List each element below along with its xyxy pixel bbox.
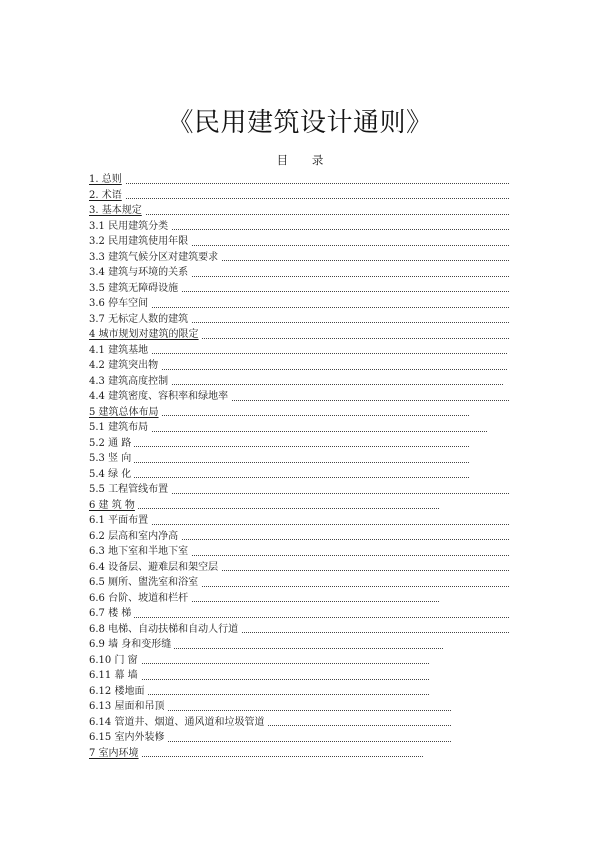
toc-entry-label: 6.1 平面布置	[89, 513, 151, 529]
toc-section-entry[interactable]	[89, 219, 509, 235]
toc-entry-label: 6.14 管道井、烟道、通风道和垃圾管道	[89, 715, 267, 731]
toc-entry-label: 3.4 建筑与环境的关系	[89, 265, 191, 281]
toc-entry-label: 3.1 民用建筑分类	[89, 219, 171, 235]
toc-section-entry[interactable]	[89, 234, 509, 250]
toc-entry-label: 6 建 筑 物	[89, 498, 138, 514]
toc-entry-label: 5.4 绿 化	[89, 467, 134, 483]
toc-entry-label: 6.4 设备层、避难层和架空层	[89, 560, 221, 576]
toc-entry-label: 2. 术语	[89, 188, 125, 204]
toc-section-entry[interactable]	[89, 637, 509, 653]
toc-chapter-entry[interactable]	[89, 203, 509, 219]
toc-section-entry[interactable]	[89, 451, 509, 467]
toc-section-entry[interactable]	[89, 312, 509, 328]
toc-section-entry[interactable]	[89, 606, 509, 622]
toc-entry-label: 6.12 楼地面	[89, 684, 147, 700]
toc-section-entry[interactable]	[89, 358, 509, 374]
toc-entry-label: 3.2 民用建筑使用年限	[89, 234, 191, 250]
dot-leader	[89, 617, 509, 618]
toc-entry-label: 6.11 幕 墙	[89, 668, 141, 684]
dot-leader	[89, 307, 509, 308]
toc-section-entry[interactable]	[89, 591, 509, 607]
toc-entry-label: 6.8 电梯、自动扶梯和自动人行道	[89, 622, 241, 638]
toc-entry-label: 5.3 竖 向	[89, 451, 134, 467]
toc-section-entry[interactable]	[89, 622, 509, 638]
toc-section-entry[interactable]	[89, 343, 509, 359]
toc-section-entry[interactable]	[89, 668, 509, 684]
toc-section-entry[interactable]	[89, 513, 509, 529]
toc-entry-label: 6.2 层高和室内净高	[89, 529, 181, 545]
toc-entry-label: 3.5 建筑无障碍设施	[89, 281, 181, 297]
toc-section-entry[interactable]	[89, 653, 509, 669]
toc-section-entry[interactable]	[89, 560, 509, 576]
toc-entry-label: 6.10 门 窗	[89, 653, 141, 669]
toc-heading: 目 录	[276, 153, 334, 167]
toc-entry-label: 3. 基本规定	[89, 203, 145, 219]
toc-chapter-entry[interactable]	[89, 746, 509, 762]
dot-leader	[89, 353, 507, 354]
toc-section-entry[interactable]	[89, 730, 509, 746]
toc-section-entry[interactable]	[89, 684, 509, 700]
toc-entry-label: 6.15 室内外装修	[89, 730, 167, 746]
toc-section-entry[interactable]	[89, 420, 509, 436]
toc-entry-label: 4 城市规划对建筑的限定	[89, 327, 202, 343]
toc-entry-label: 3.6 停车空间	[89, 296, 151, 312]
toc-entry-label: 5.2 通 路	[89, 436, 134, 452]
dot-leader	[89, 477, 469, 478]
toc-entry-label: 7 室内环境	[89, 746, 142, 762]
toc-section-entry[interactable]	[89, 250, 509, 266]
toc-section-entry[interactable]	[89, 389, 509, 405]
toc-chapter-entry[interactable]	[89, 327, 509, 343]
toc-entry-label: 4.3 建筑高度控制	[89, 374, 171, 390]
dot-leader	[89, 524, 509, 525]
toc-section-entry[interactable]	[89, 482, 509, 498]
dot-leader	[89, 508, 439, 509]
toc-section-entry[interactable]	[89, 467, 509, 483]
toc-entry-label: 6.7 楼 梯	[89, 606, 134, 622]
toc-section-entry[interactable]	[89, 529, 509, 545]
toc-section-entry[interactable]	[89, 281, 509, 297]
toc-entry-label: 4.1 建筑基地	[89, 343, 151, 359]
toc-chapter-entry[interactable]	[89, 188, 509, 204]
toc-entry-label: 1. 总则	[89, 172, 125, 188]
toc-section-entry[interactable]	[89, 374, 509, 390]
toc-entry-label: 5 建筑总体布局	[89, 405, 162, 421]
dot-leader	[89, 198, 509, 199]
table-of-contents	[89, 172, 509, 761]
document-title: 《民用建筑设计通则》	[167, 108, 433, 138]
toc-section-entry[interactable]	[89, 265, 509, 281]
toc-entry-label: 6.6 台阶、坡道和栏杆	[89, 591, 191, 607]
toc-entry-label: 5.5 工程管线布置	[89, 482, 171, 498]
toc-entry-label: 6.3 地下室和半地下室	[89, 544, 191, 560]
toc-section-entry[interactable]	[89, 575, 509, 591]
toc-entry-label: 5.1 建筑布局	[89, 420, 151, 436]
dot-leader	[89, 214, 509, 215]
toc-section-entry[interactable]	[89, 436, 509, 452]
toc-section-entry[interactable]	[89, 715, 509, 731]
toc-chapter-entry[interactable]	[89, 405, 509, 421]
dot-leader	[89, 183, 509, 184]
toc-entry-label: 6.13 屋面和吊顶	[89, 699, 167, 715]
toc-section-entry[interactable]	[89, 544, 509, 560]
dot-leader	[89, 462, 469, 463]
toc-entry-label: 6.5 厕所、盥洗室和浴室	[89, 575, 201, 591]
toc-entry-label: 6.9 墙 身和变形缝	[89, 637, 174, 653]
toc-chapter-entry[interactable]	[89, 498, 509, 514]
toc-section-entry[interactable]	[89, 699, 509, 715]
dot-leader	[89, 446, 469, 447]
toc-entry-label: 3.3 建筑气候分区对建筑要求	[89, 250, 221, 266]
toc-entry-label: 4.4 建筑密度、容积率和绿地率	[89, 389, 231, 405]
toc-entry-label: 4.2 建筑突出物	[89, 358, 161, 374]
toc-entry-label: 3.7 无标定人数的建筑	[89, 312, 191, 328]
toc-section-entry[interactable]	[89, 296, 509, 312]
toc-chapter-entry[interactable]	[89, 172, 509, 188]
